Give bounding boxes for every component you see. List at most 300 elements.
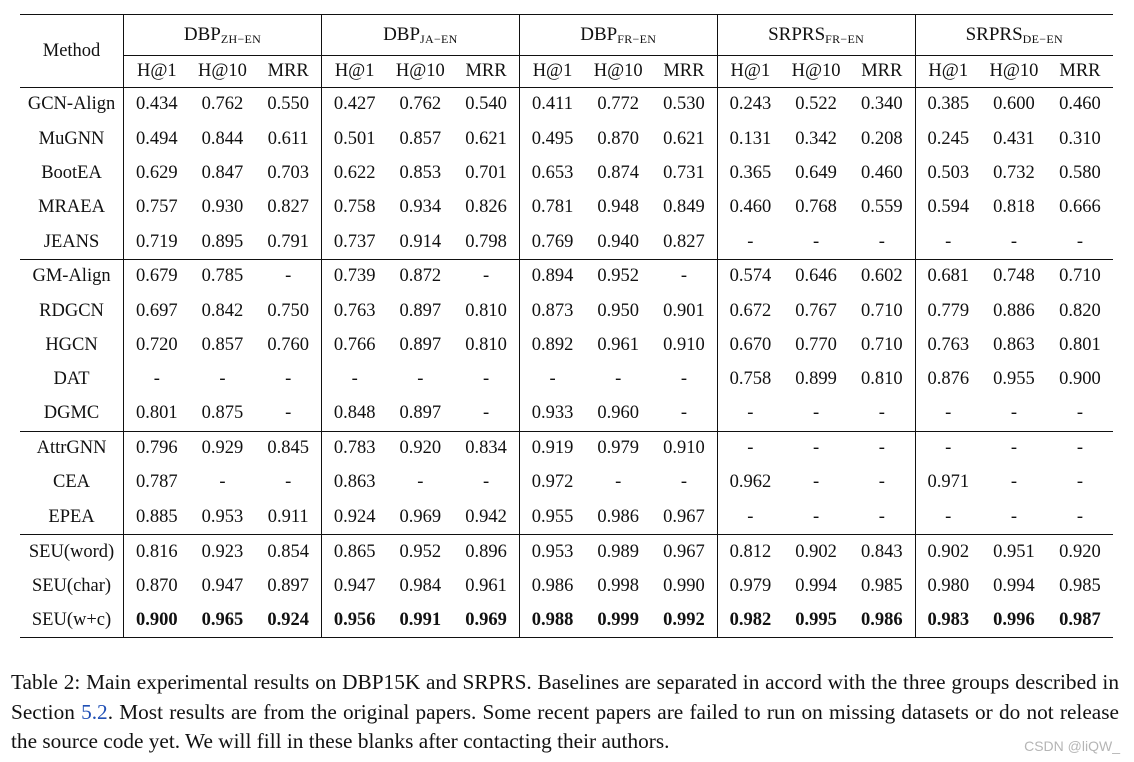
metric-value: 0.897 bbox=[267, 575, 309, 596]
metric-value: 0.812 bbox=[717, 535, 783, 569]
metric-value: 0.732 bbox=[993, 162, 1035, 183]
metric-value: - bbox=[285, 369, 292, 390]
metric-value: 0.834 bbox=[453, 431, 519, 465]
metric-value: 0.666 bbox=[1059, 197, 1101, 218]
metric-value: - bbox=[1076, 506, 1084, 527]
method-name: DGMC bbox=[43, 403, 100, 424]
metric-value: - bbox=[417, 369, 424, 390]
metric-value: 0.766 bbox=[321, 328, 387, 362]
metric-value: - bbox=[1076, 403, 1084, 424]
metric-value: 0.900 bbox=[1059, 369, 1101, 390]
table-body bbox=[20, 88, 1113, 638]
metric-value: 0.245 bbox=[915, 122, 981, 156]
metric-value: 0.820 bbox=[1059, 300, 1101, 321]
metric-value: 0.900 bbox=[124, 603, 190, 637]
metric-value: 0.781 bbox=[519, 191, 585, 225]
metric-value: 0.902 bbox=[915, 535, 981, 569]
metric-value: - bbox=[482, 369, 490, 390]
method-name: MuGNN bbox=[38, 128, 105, 149]
metric-value: 0.919 bbox=[519, 431, 585, 465]
method-name: MRAEA bbox=[38, 197, 105, 218]
metric-value: - bbox=[680, 369, 688, 390]
metric-value: 0.701 bbox=[465, 162, 507, 183]
metric-value: 0.845 bbox=[255, 431, 321, 465]
metric-value: 0.955 bbox=[519, 500, 585, 534]
metric-value: 0.621 bbox=[663, 128, 705, 149]
table-row bbox=[20, 569, 1113, 603]
metric-value: 0.772 bbox=[585, 88, 651, 122]
metric-value: 0.649 bbox=[795, 162, 837, 183]
metric-value: 0.934 bbox=[399, 197, 442, 218]
metric-value: - bbox=[321, 363, 387, 397]
method-name: JEANS bbox=[43, 231, 100, 252]
dataset-name: SRPRS bbox=[965, 23, 1023, 45]
metric-value: 0.720 bbox=[124, 328, 190, 362]
metric-value: 0.870 bbox=[124, 569, 190, 603]
metric-value: 0.460 bbox=[860, 162, 903, 183]
metric-value: 0.910 bbox=[651, 431, 717, 465]
metric-value: 0.530 bbox=[651, 88, 717, 122]
metric-value: 0.870 bbox=[597, 128, 640, 149]
metric-value: - bbox=[717, 225, 783, 259]
metric-value: - bbox=[717, 397, 783, 431]
metric-value: 0.710 bbox=[860, 334, 903, 355]
metric-value: 0.762 bbox=[190, 88, 256, 122]
metric-value: - bbox=[878, 231, 885, 252]
metric-value: 0.910 bbox=[663, 334, 705, 355]
metric-value: - bbox=[1010, 231, 1018, 252]
metric-header: H@10 bbox=[989, 61, 1039, 81]
metric-value: 0.847 bbox=[201, 162, 244, 183]
dataset-header bbox=[321, 15, 519, 56]
metric-header: MRR bbox=[861, 61, 903, 81]
metric-value: 0.961 bbox=[465, 575, 507, 596]
metric-value: 0.703 bbox=[267, 162, 309, 183]
metric-value: 0.988 bbox=[519, 603, 585, 637]
metric-value: 0.810 bbox=[860, 369, 903, 390]
metric-value: 0.863 bbox=[321, 466, 387, 500]
metric-value: 0.131 bbox=[717, 122, 783, 156]
metric-value: 0.848 bbox=[321, 397, 387, 431]
metric-value: 0.602 bbox=[849, 259, 915, 293]
metric-value: 0.810 bbox=[465, 334, 507, 355]
metric-value: 0.995 bbox=[783, 603, 849, 637]
method-name: SEU(w+c) bbox=[20, 603, 124, 637]
metric-value: 0.365 bbox=[717, 156, 783, 190]
metric-value: 0.621 bbox=[465, 128, 507, 149]
metric-value: 0.986 bbox=[519, 569, 585, 603]
metric-value: 0.697 bbox=[124, 294, 190, 328]
metric-value: 0.930 bbox=[201, 197, 244, 218]
table-row bbox=[20, 500, 1113, 534]
table-row bbox=[20, 294, 1113, 328]
metric-value: 0.779 bbox=[915, 294, 981, 328]
metric-value: 0.897 bbox=[399, 334, 442, 355]
metric-value: 0.646 bbox=[783, 259, 849, 293]
caption-rest: . Most results are from the original papers. Some recent papers are failed to run on missing datasets or do not release the source code yet. We will fill in these blanks after contacting their authors. bbox=[11, 699, 1119, 753]
metric-value: 0.989 bbox=[585, 535, 651, 569]
metric-value: - bbox=[453, 259, 519, 293]
metric-value: - bbox=[285, 472, 292, 493]
metric-value: 0.875 bbox=[201, 403, 244, 424]
metric-value: 0.998 bbox=[597, 575, 640, 596]
metric-value: 0.872 bbox=[387, 259, 453, 293]
metric-value: 0.731 bbox=[663, 162, 705, 183]
method-name: GM-Align bbox=[20, 259, 124, 293]
metric-value: 0.961 bbox=[597, 334, 640, 355]
metric-value: 0.768 bbox=[795, 197, 837, 218]
metric-value: 0.427 bbox=[321, 88, 387, 122]
metric-value: - bbox=[783, 431, 849, 465]
metric-value: 0.933 bbox=[519, 397, 585, 431]
metric-value: - bbox=[1010, 403, 1018, 424]
table-row bbox=[20, 191, 1113, 225]
metric-value: 0.843 bbox=[849, 535, 915, 569]
metric-value: 0.787 bbox=[124, 466, 190, 500]
metric-value: 0.895 bbox=[201, 231, 244, 252]
metric-value: - bbox=[255, 259, 321, 293]
watermark: CSDN @liQW_ bbox=[1024, 738, 1120, 754]
metric-value: 0.991 bbox=[387, 603, 453, 637]
metric-value: 0.748 bbox=[981, 259, 1047, 293]
metric-header: H@1 bbox=[519, 56, 585, 88]
metric-value: 0.796 bbox=[124, 431, 190, 465]
metric-value: 0.750 bbox=[267, 300, 309, 321]
metric-header: H@10 bbox=[791, 61, 841, 81]
metric-value: 0.501 bbox=[321, 122, 387, 156]
metric-value: 0.902 bbox=[783, 535, 849, 569]
metric-value: 0.985 bbox=[860, 575, 903, 596]
metric-value: 0.460 bbox=[717, 191, 783, 225]
metric-value: 0.243 bbox=[717, 88, 783, 122]
metric-value: 0.769 bbox=[519, 225, 585, 259]
metric-value: - bbox=[651, 259, 717, 293]
table-row bbox=[20, 156, 1113, 190]
metric-value: 0.952 bbox=[585, 259, 651, 293]
metric-value: 0.672 bbox=[717, 294, 783, 328]
metric-value: 0.762 bbox=[387, 88, 453, 122]
table-row bbox=[20, 259, 1113, 293]
metric-header: MRR bbox=[465, 61, 507, 81]
metric-value: 0.503 bbox=[915, 156, 981, 190]
table-row bbox=[20, 122, 1113, 156]
metric-value: 0.924 bbox=[321, 500, 387, 534]
metric-value: - bbox=[813, 472, 820, 493]
metric-value: 0.892 bbox=[519, 328, 585, 362]
metric-value: 0.810 bbox=[465, 300, 507, 321]
metric-value: 0.411 bbox=[519, 88, 585, 122]
metric-value: 0.980 bbox=[915, 569, 981, 603]
metric-value: 0.969 bbox=[399, 506, 442, 527]
metric-value: 0.653 bbox=[519, 156, 585, 190]
metric-value: - bbox=[680, 472, 688, 493]
metric-value: 0.540 bbox=[453, 88, 519, 122]
metric-value: 0.849 bbox=[663, 197, 705, 218]
metric-value: 0.956 bbox=[321, 603, 387, 637]
metric-header: H@1 bbox=[915, 56, 981, 88]
metric-value: 0.990 bbox=[663, 575, 705, 596]
table-row bbox=[20, 535, 1113, 569]
metric-value: 0.987 bbox=[1047, 603, 1113, 637]
metric-value: 0.559 bbox=[860, 197, 903, 218]
metric-value: 0.495 bbox=[519, 122, 585, 156]
metric-value: - bbox=[813, 403, 820, 424]
metric-value: 0.952 bbox=[387, 535, 453, 569]
metric-header-row bbox=[20, 56, 1113, 88]
metric-value: - bbox=[878, 506, 885, 527]
metric-value: 0.763 bbox=[321, 294, 387, 328]
metric-value: 0.972 bbox=[519, 466, 585, 500]
metric-value: - bbox=[417, 472, 424, 493]
metric-value: - bbox=[482, 403, 490, 424]
metric-value: 0.985 bbox=[1059, 575, 1101, 596]
metric-value: 0.983 bbox=[915, 603, 981, 637]
metric-value: 0.857 bbox=[399, 128, 442, 149]
metric-value: 0.967 bbox=[663, 506, 705, 527]
metric-value: - bbox=[1010, 506, 1018, 527]
metric-value: 0.953 bbox=[201, 506, 244, 527]
metric-value: 0.953 bbox=[519, 535, 585, 569]
metric-value: 0.629 bbox=[124, 156, 190, 190]
metric-value: 0.758 bbox=[321, 191, 387, 225]
metric-value: 0.785 bbox=[190, 259, 256, 293]
metric-header: H@1 bbox=[124, 56, 190, 88]
metric-value: 0.679 bbox=[124, 259, 190, 293]
metric-value: 0.760 bbox=[267, 334, 309, 355]
metric-value: 0.951 bbox=[981, 535, 1047, 569]
metric-value: 0.854 bbox=[255, 535, 321, 569]
method-name: DAT bbox=[53, 369, 90, 390]
metric-value: 0.342 bbox=[795, 128, 837, 149]
metric-value: 0.992 bbox=[651, 603, 717, 637]
metric-header: H@1 bbox=[717, 56, 783, 88]
metric-value: 0.434 bbox=[124, 88, 190, 122]
dataset-name: SRPRS bbox=[768, 23, 826, 45]
metric-header: H@10 bbox=[198, 61, 247, 81]
metric-value: 0.340 bbox=[849, 88, 915, 122]
metric-value: 0.842 bbox=[201, 300, 244, 321]
metric-value: - bbox=[878, 472, 885, 493]
metric-value: 0.767 bbox=[795, 300, 837, 321]
metric-value: 0.791 bbox=[267, 231, 309, 252]
section-link[interactable]: 5.2 bbox=[81, 699, 108, 724]
metric-value: - bbox=[915, 397, 981, 431]
metric-value: 0.460 bbox=[1047, 88, 1113, 122]
results-table bbox=[20, 14, 1113, 638]
table-row bbox=[20, 225, 1113, 259]
metric-value: - bbox=[915, 431, 981, 465]
metric-value: - bbox=[915, 500, 981, 534]
metric-value: - bbox=[1010, 472, 1018, 493]
table-row bbox=[20, 466, 1113, 500]
metric-value: - bbox=[878, 403, 885, 424]
table-row bbox=[20, 603, 1113, 637]
metric-value: 0.865 bbox=[321, 535, 387, 569]
metric-value: 0.853 bbox=[399, 162, 442, 183]
method-name: CEA bbox=[53, 472, 91, 493]
metric-value: - bbox=[219, 472, 226, 493]
method-name: GCN-Align bbox=[20, 88, 124, 122]
metric-value: 0.863 bbox=[993, 334, 1035, 355]
metric-value: 0.924 bbox=[255, 603, 321, 637]
metric-value: 0.955 bbox=[993, 369, 1035, 390]
dataset-name: DBP bbox=[183, 23, 221, 45]
metric-value: 0.886 bbox=[993, 300, 1035, 321]
metric-value: - bbox=[717, 500, 783, 534]
metric-value: 0.763 bbox=[915, 328, 981, 362]
method-header: Method bbox=[20, 15, 124, 88]
metric-value: 0.827 bbox=[663, 231, 705, 252]
metric-value: 0.960 bbox=[597, 403, 640, 424]
metric-value: 0.914 bbox=[399, 231, 442, 252]
metric-value: 0.950 bbox=[597, 300, 640, 321]
method-name: RDGCN bbox=[39, 300, 104, 321]
metric-value: 0.681 bbox=[915, 259, 981, 293]
dataset-header bbox=[519, 15, 717, 56]
dataset-subscript: DE−EN bbox=[1022, 31, 1063, 46]
method-name: SEU(word) bbox=[20, 535, 124, 569]
dataset-header-row bbox=[20, 15, 1113, 56]
metric-value: 0.911 bbox=[267, 506, 309, 527]
metric-value: - bbox=[482, 472, 490, 493]
table-caption bbox=[11, 668, 1119, 757]
method-name: BootEA bbox=[41, 162, 102, 183]
metric-value: - bbox=[717, 431, 783, 465]
metric-value: 0.719 bbox=[124, 225, 190, 259]
metric-value: 0.885 bbox=[124, 500, 190, 534]
metric-header: H@1 bbox=[321, 56, 387, 88]
metric-value: 0.971 bbox=[915, 466, 981, 500]
metric-value: 0.574 bbox=[717, 259, 783, 293]
metric-value: - bbox=[124, 363, 190, 397]
table-row bbox=[20, 431, 1113, 465]
metric-value: - bbox=[519, 363, 585, 397]
metric-value: 0.494 bbox=[124, 122, 190, 156]
dataset-subscript: FR−EN bbox=[617, 31, 657, 46]
metric-value: - bbox=[849, 431, 915, 465]
metric-value: - bbox=[680, 403, 688, 424]
dataset-header bbox=[915, 15, 1113, 56]
metric-value: 0.962 bbox=[717, 466, 783, 500]
metric-value: 0.894 bbox=[519, 259, 585, 293]
metric-value: 0.385 bbox=[915, 88, 981, 122]
metric-value: 0.737 bbox=[321, 225, 387, 259]
dataset-header bbox=[717, 15, 915, 56]
metric-value: 0.996 bbox=[981, 603, 1047, 637]
metric-value: 0.923 bbox=[190, 535, 256, 569]
metric-value: 0.770 bbox=[795, 334, 837, 355]
metric-value: 0.929 bbox=[190, 431, 256, 465]
metric-value: 0.979 bbox=[585, 431, 651, 465]
metric-value: 0.310 bbox=[1059, 128, 1101, 149]
metric-value: 0.798 bbox=[465, 231, 507, 252]
metric-value: 0.986 bbox=[597, 506, 640, 527]
metric-value: 0.710 bbox=[1047, 259, 1113, 293]
metric-value: 0.967 bbox=[651, 535, 717, 569]
metric-value: 0.965 bbox=[190, 603, 256, 637]
metric-value: 0.600 bbox=[981, 88, 1047, 122]
metric-value: 0.874 bbox=[597, 162, 640, 183]
metric-value: 0.801 bbox=[1059, 334, 1101, 355]
metric-value: 0.550 bbox=[255, 88, 321, 122]
metric-value: 0.899 bbox=[795, 369, 837, 390]
metric-value: - bbox=[615, 369, 622, 390]
metric-value: - bbox=[1076, 231, 1084, 252]
dataset-name: DBP bbox=[383, 23, 421, 45]
metric-value: 0.979 bbox=[717, 569, 783, 603]
method-name: EPEA bbox=[48, 506, 95, 527]
metric-value: - bbox=[813, 506, 820, 527]
metric-value: 0.947 bbox=[201, 575, 244, 596]
metric-value: 0.758 bbox=[717, 363, 783, 397]
table-row bbox=[20, 397, 1113, 431]
dataset-subscript: FR−EN bbox=[825, 31, 865, 46]
metric-value: 0.994 bbox=[795, 575, 837, 596]
metric-value: 0.999 bbox=[585, 603, 651, 637]
metric-value: 0.969 bbox=[453, 603, 519, 637]
dataset-subscript: ZH−EN bbox=[220, 31, 262, 46]
metric-value: - bbox=[285, 403, 292, 424]
dataset-subscript: JA−EN bbox=[420, 31, 458, 46]
metric-value: 0.947 bbox=[321, 569, 387, 603]
metric-value: 0.896 bbox=[453, 535, 519, 569]
metric-value: 0.818 bbox=[993, 197, 1035, 218]
metric-header: H@10 bbox=[395, 61, 445, 81]
metric-value: 0.982 bbox=[717, 603, 783, 637]
metric-value: 0.739 bbox=[321, 259, 387, 293]
metric-value: 0.901 bbox=[663, 300, 705, 321]
metric-value: - bbox=[1076, 472, 1084, 493]
metric-value: 0.897 bbox=[399, 403, 442, 424]
metric-value: 0.580 bbox=[1059, 162, 1101, 183]
table-row bbox=[20, 88, 1113, 122]
metric-value: - bbox=[615, 472, 622, 493]
dataset-name: DBP bbox=[580, 23, 618, 45]
metric-header: MRR bbox=[1059, 61, 1101, 81]
metric-value: 0.757 bbox=[124, 191, 190, 225]
metric-value: 0.876 bbox=[915, 363, 981, 397]
metric-value: 0.208 bbox=[860, 128, 903, 149]
metric-value: 0.710 bbox=[860, 300, 903, 321]
method-name: HGCN bbox=[45, 334, 98, 355]
method-name: SEU(char) bbox=[31, 575, 112, 596]
metric-value: 0.783 bbox=[321, 431, 387, 465]
metric-value: 0.873 bbox=[519, 294, 585, 328]
metric-value: 0.920 bbox=[387, 431, 453, 465]
metric-value: 0.801 bbox=[124, 397, 190, 431]
metric-value: 0.984 bbox=[399, 575, 442, 596]
metric-value: 0.522 bbox=[783, 88, 849, 122]
metric-value: 0.826 bbox=[465, 197, 507, 218]
metric-value: 0.986 bbox=[849, 603, 915, 637]
metric-value: - bbox=[219, 369, 226, 390]
metric-value: 0.994 bbox=[993, 575, 1035, 596]
metric-value: 0.816 bbox=[124, 535, 190, 569]
caption-lead: Table 2: Main experimental results on DBP15K and SRPRS. Baselines are separated in accord with the three groups described in Section bbox=[11, 670, 1119, 724]
metric-value: 0.594 bbox=[915, 191, 981, 225]
metric-value: - bbox=[981, 431, 1047, 465]
metric-value: 0.920 bbox=[1047, 535, 1113, 569]
metric-value: - bbox=[1047, 431, 1113, 465]
metric-header: MRR bbox=[267, 61, 309, 81]
metric-value: - bbox=[813, 231, 820, 252]
metric-value: 0.844 bbox=[201, 128, 244, 149]
table-row bbox=[20, 328, 1113, 362]
metric-value: 0.897 bbox=[399, 300, 442, 321]
metric-header: MRR bbox=[663, 61, 705, 81]
metric-value: 0.611 bbox=[267, 128, 309, 149]
metric-value: 0.670 bbox=[717, 328, 783, 362]
